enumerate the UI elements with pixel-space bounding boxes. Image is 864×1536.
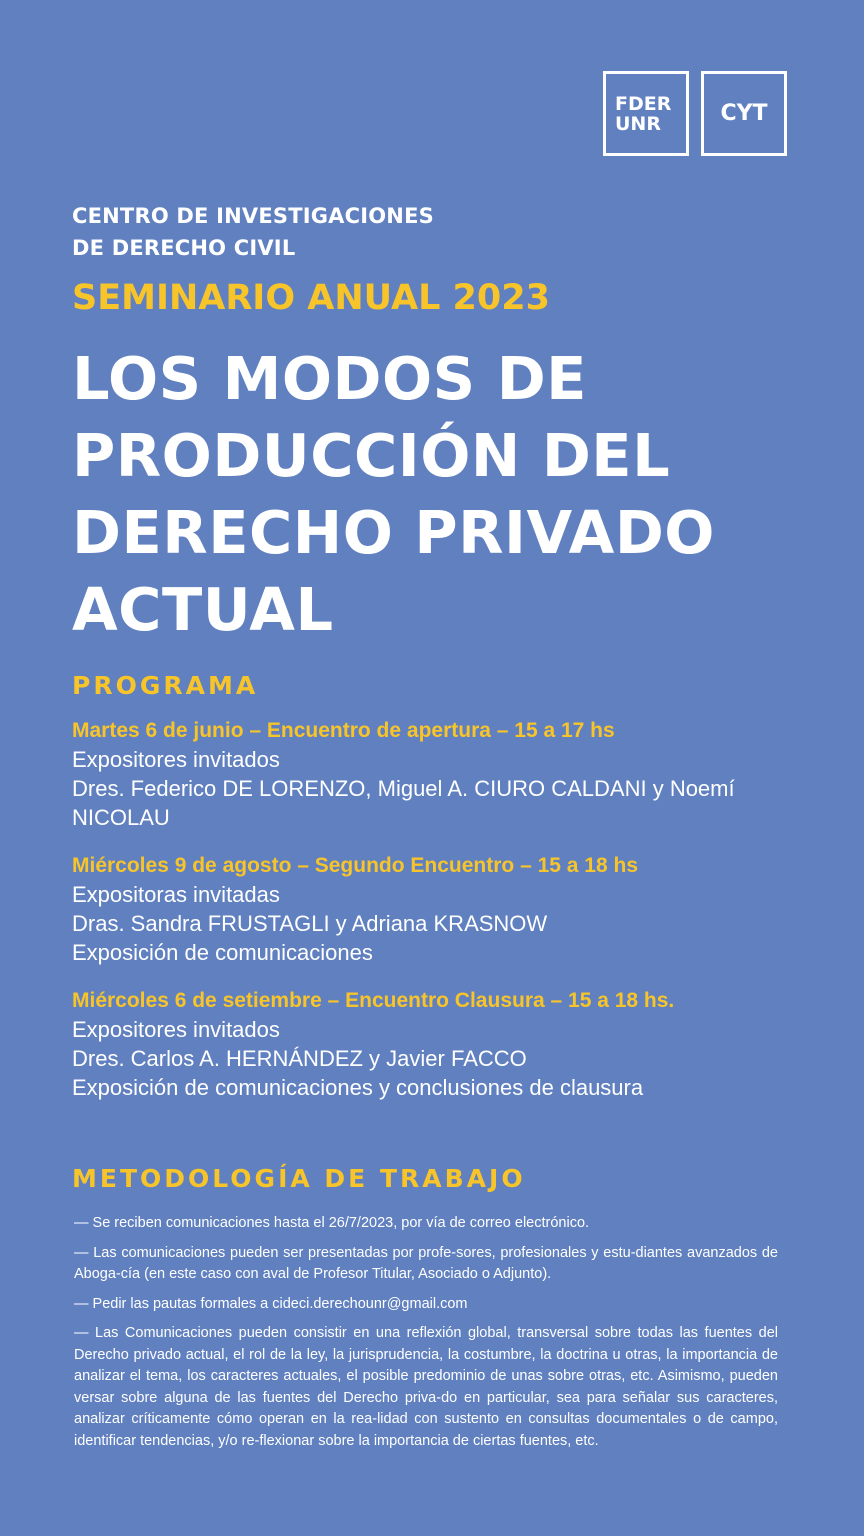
program-events [72,716,792,1121]
event-opening [72,716,792,832]
main-title-line: LOS MODOS DE [72,344,587,413]
programa-heading: PROGRAMA [72,671,259,700]
event-heading: Miércoles 9 de agosto – Segundo Encuentro – 15 a 18 hs [72,854,639,877]
main-title-line: PRODUCCIÓN DEL [72,421,671,490]
metodologia-heading: METODOLOGÍA DE TRABAJO [72,1164,526,1193]
fder-logo-line1: FDER [615,92,672,115]
center-name-line2: DE DERECHO CIVIL [72,236,296,260]
methodology-note: — Las Comunicaciones pueden consistir en una reflexión global, transversal sobre todas las fuentes del Derecho privado actual, el rol de la ley, la jurisprudencia, la costumbre, la doctrina u otras, la importancia de analizar el tema, los caracteres actuales, el posible predominio de unas sobre otras, etc. Asimismo, pueden versar sobre alguna de las fuentes del Derecho priva-do en particular, sea para señalar sus caracteres, analizar críticamente cómo operan en la rea-lidad con sustento en consultas documentales o de campo, identificar tendencias, y/o re-flexionar sobre la importancia de ciertas fuentes, etc. [74,1325,778,1449]
event-closing [72,986,792,1102]
main-title-line: DERECHO PRIVADO [72,498,715,567]
event-line: Dres. Federico DE LORENZO, Miguel A. CIURO CALDANI y Noemí [72,776,735,801]
event-heading: Martes 6 de junio – Encuentro de apertura – 15 a 17 hs [72,719,615,742]
methodology-note: — Las comunicaciones pueden ser presentadas por profe-sores, profesionales y estu-diantes avanzados de Aboga-cía (en este caso con aval de Profesor Titular, Asociado o Adjunto). [74,1244,778,1282]
event-line: Expositoras invitadas [72,882,280,907]
logo-row [603,71,787,156]
center-name [72,200,792,264]
cyt-logo: CYT [701,71,787,156]
event-heading: Miércoles 6 de setiembre – Encuentro Clausura – 15 a 18 hs. [72,989,675,1012]
event-line: NICOLAU [72,805,170,830]
main-title [72,340,792,648]
fder-logo-line2: UNR [615,112,661,135]
event-line: Expositores invitados [72,747,280,772]
methodology-note: — Se reciben comunicaciones hasta el 26/7/2023, por vía de correo electrónico. [74,1215,590,1231]
event-line: Dras. Sandra FRUSTAGLI y Adriana KRASNOW [72,911,548,936]
seminar-title: SEMINARIO ANUAL 2023 [72,278,550,318]
event-second [72,851,792,967]
center-name-line1: CENTRO DE INVESTIGACIONES [72,204,434,228]
fder-unr-logo [603,71,689,156]
event-line: Exposición de comunicaciones [72,940,373,965]
methodology-notes [74,1213,778,1460]
methodology-note: — Pedir las pautas formales a cideci.derechounr@gmail.com [74,1295,468,1312]
event-line: Dres. Carlos A. HERNÁNDEZ y Javier FACCO [72,1046,527,1071]
event-line: Expositores invitados [72,1017,280,1042]
event-line: Exposición de comunicaciones y conclusiones de clausura [72,1075,644,1100]
main-title-line: ACTUAL [72,575,334,644]
